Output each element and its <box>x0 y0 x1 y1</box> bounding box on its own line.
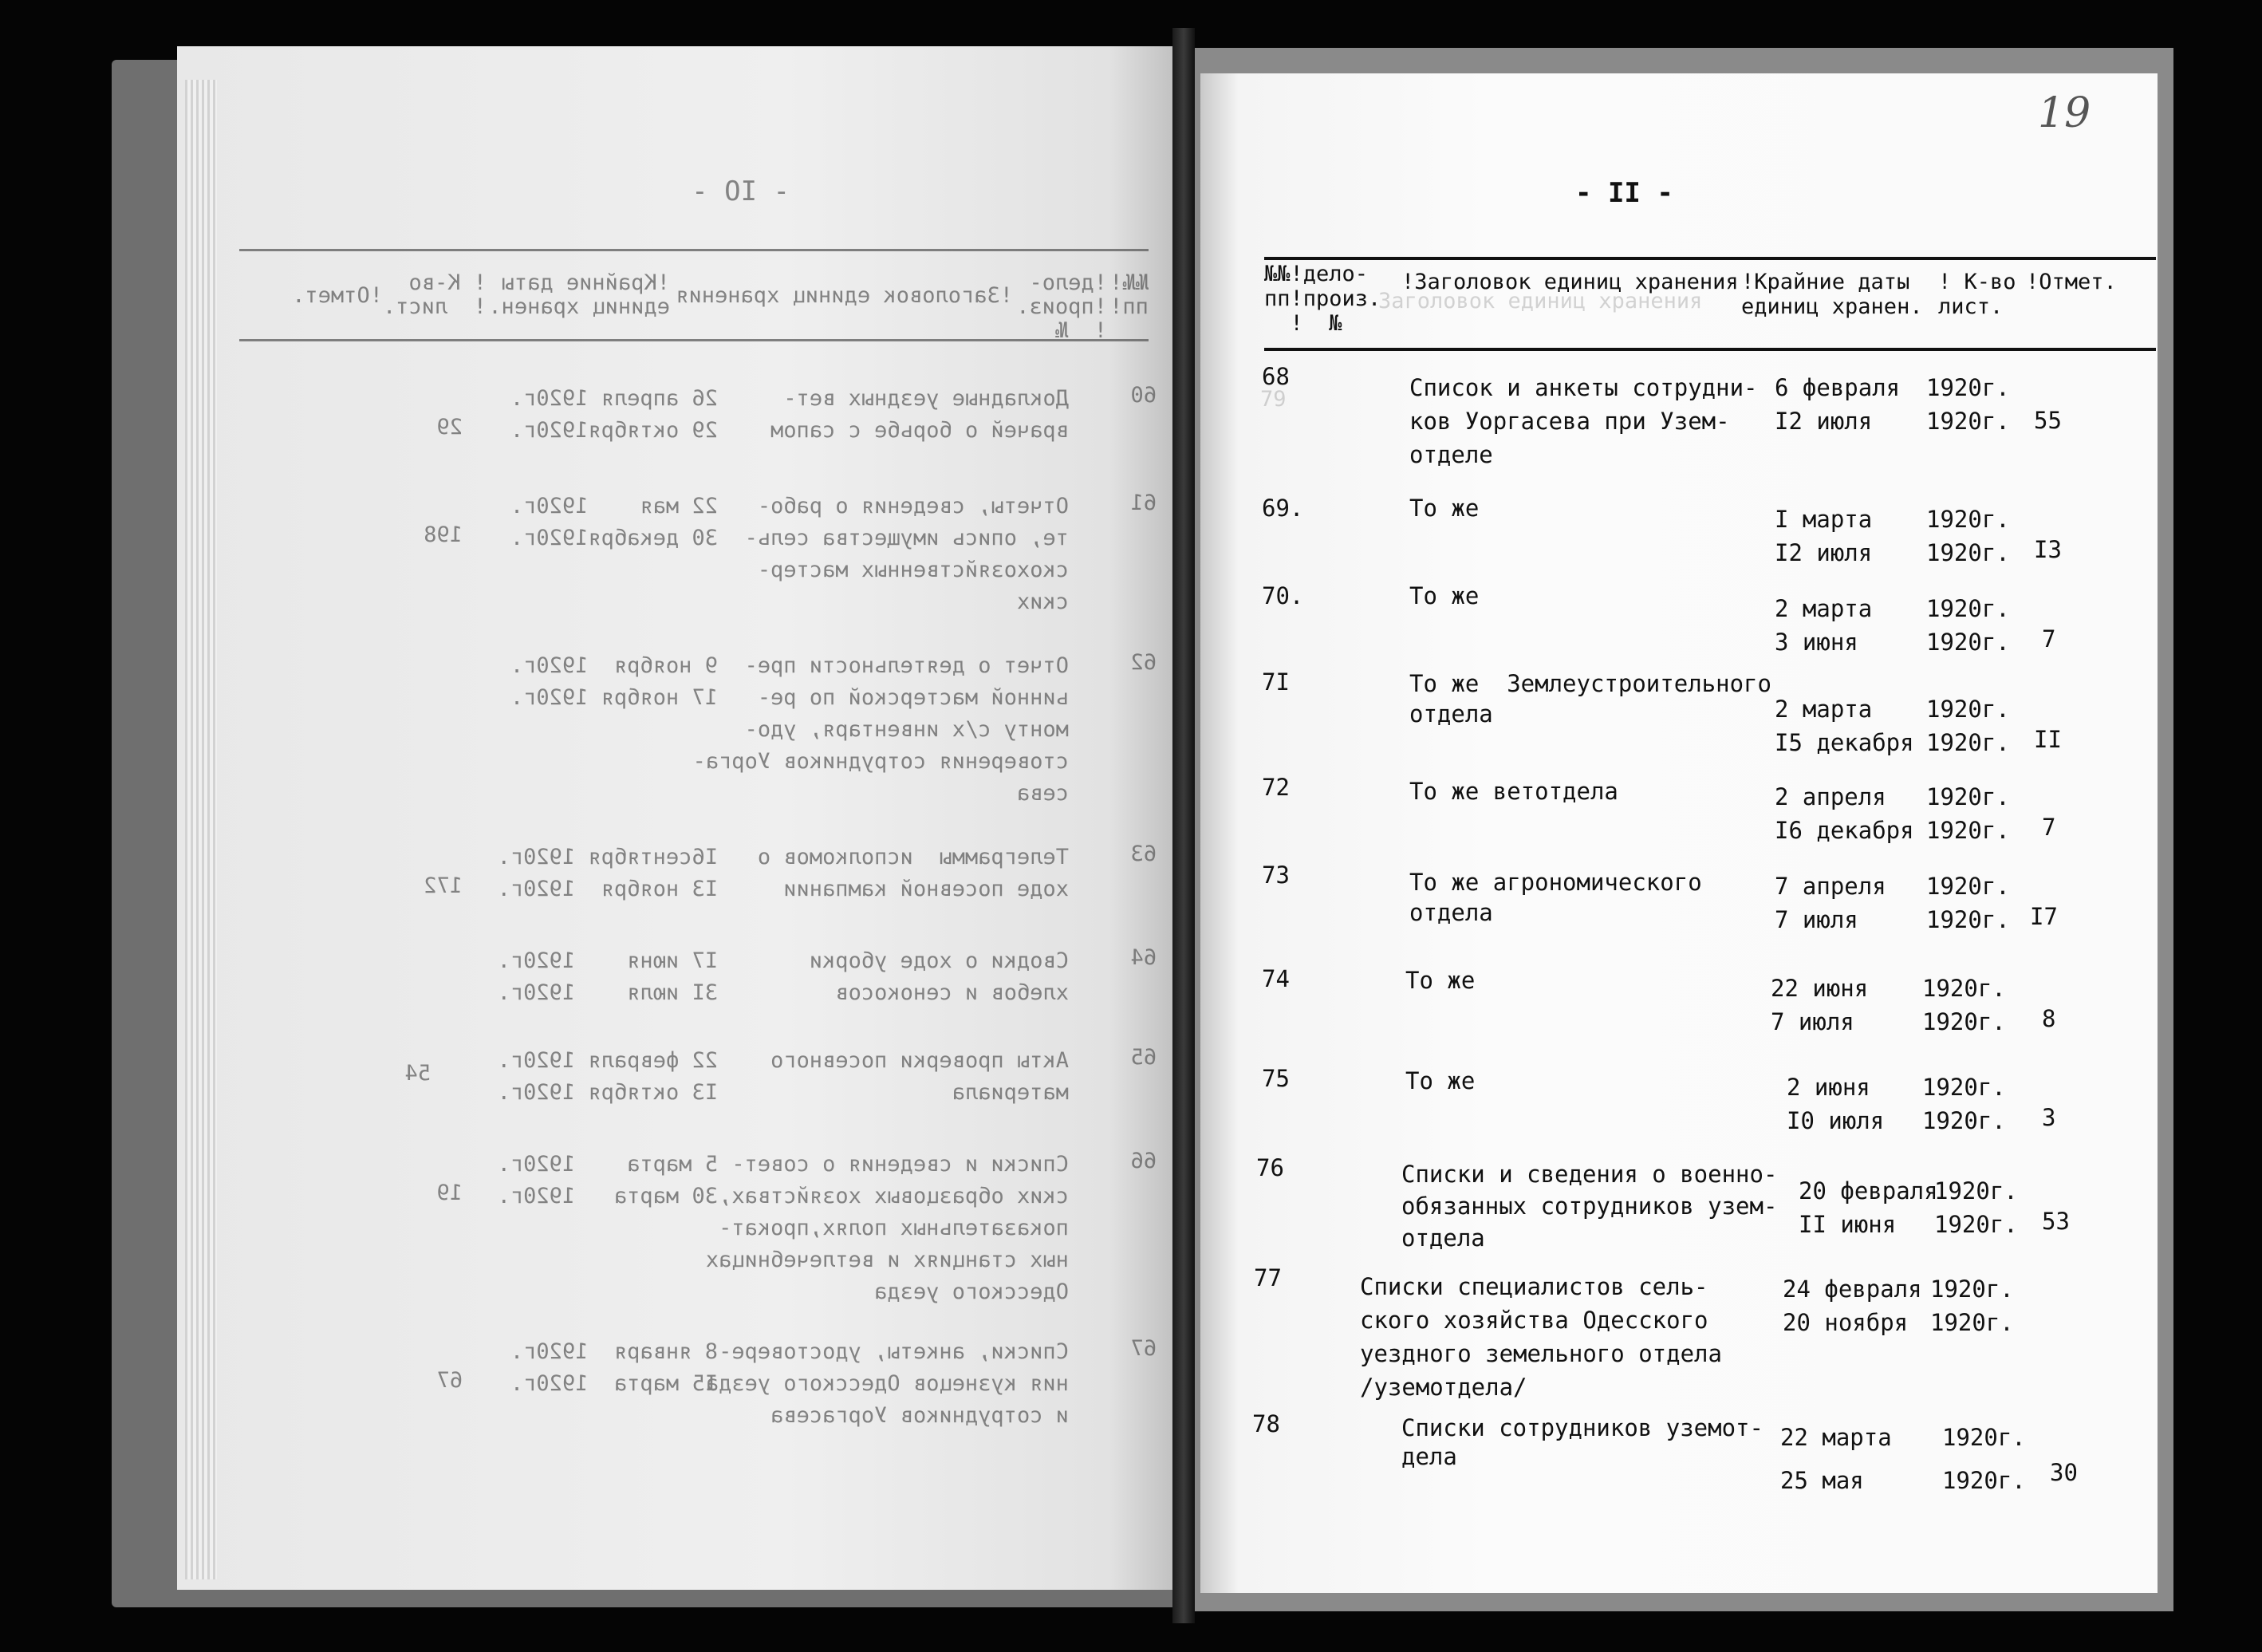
row-dates: 20 февраля II июня <box>1799 1177 1938 1238</box>
row-dates: 2 марта 3 июня <box>1775 595 1873 656</box>
left-row-title: Акты проверки посевного материала <box>770 1048 1069 1105</box>
row-title: То же агрономического отдела <box>1409 869 1702 926</box>
left-row-dates: 8 января 1920г. I5 марта 1920г. <box>510 1339 718 1396</box>
left-row-count: 54 <box>404 1061 431 1086</box>
left-row-dates: 9 ноября 1920г. 17 ноября 1920г. <box>510 653 718 710</box>
header-top-rule <box>1264 257 2156 260</box>
left-header-delo: !дело- !произ. ! № <box>1016 270 1107 343</box>
left-row-number: 66 <box>1130 1149 1157 1173</box>
left-row-count: 67 <box>436 1368 463 1393</box>
bleed-through-text: 79 <box>1260 387 1287 412</box>
row-number: 69. <box>1262 495 1304 522</box>
left-row-number: 60 <box>1130 383 1157 408</box>
row-count: II <box>2034 726 2062 753</box>
row-years: 1920г. 1920г. <box>1926 374 2010 435</box>
row-title: Списки специалистов сель- ского хозяйства Одесского уездного земельного отдела /уземотдела/ <box>1360 1273 1722 1401</box>
left-row-number: 62 <box>1130 650 1157 675</box>
row-dates: 22 июня 7 июля <box>1771 975 1869 1035</box>
header-title-column: !Заголовок единиц хранения <box>1401 270 1739 294</box>
row-number: 74 <box>1262 965 1290 992</box>
row-number: 75 <box>1262 1065 1290 1092</box>
left-page-content <box>223 160 1164 1436</box>
row-years: 1920г. 1920г. <box>1926 783 2010 844</box>
row-number: 68 <box>1262 363 1290 390</box>
left-row-number: 64 <box>1130 945 1157 970</box>
row-title: То же ветотдела <box>1409 778 1618 805</box>
bleed-through-text: Заголовок единиц хранения <box>1378 289 1703 313</box>
row-years: 1920г. 1920г. <box>1926 873 2010 933</box>
right-page-number: - II - <box>1575 177 1673 209</box>
left-row-title: Телеграммы исполкомов о ходе посевной кампании <box>757 845 1069 901</box>
row-title: То же <box>1405 1067 1476 1094</box>
left-row-dates: I7 июня 1920г. 3I июля 1920г. <box>497 948 718 1005</box>
row-number: 70. <box>1262 582 1304 609</box>
row-number: 73 <box>1262 861 1290 889</box>
left-row-dates: 26 апреля 1920г. 29 октября1920г. <box>510 386 718 443</box>
row-dates: 2 апреля I6 декабря <box>1775 783 1914 844</box>
row-count: 30 <box>2050 1459 2078 1486</box>
row-title: Списки и сведения о военно- обязанных сотрудников узем- отдела <box>1401 1161 1778 1252</box>
left-row-title: Списки и сведения о совет- ских образцовых хозяйствах, показательных полях,прокат- ных станциях и ветлечебницах Одесского уезда <box>705 1152 1069 1304</box>
left-row-count: 29 <box>436 415 463 440</box>
row-years: 1920г. 1920г. <box>1934 1177 2018 1238</box>
left-row-title: Сводки о ходе уборки хлебов и сенокосов <box>809 948 1069 1005</box>
row-title: Список и анкеты сотрудни- ков Уоргасева при Узем- отделе <box>1409 374 1758 468</box>
left-header-title: !Заголовок единиц хранения <box>676 283 1013 308</box>
left-row-title: Отчеты, сведения о рабо- те, опись имущества сель- скохозяйственных мастер- ских <box>744 494 1069 614</box>
row-dates: I марта I2 июля <box>1775 506 1873 566</box>
left-row-number: 67 <box>1130 1336 1157 1361</box>
row-dates: 6 февраля I2 июля <box>1775 374 1901 435</box>
row-years: 1920г. 1920г. <box>1922 1074 2006 1134</box>
row-title: Списки сотрудников уземот- дела <box>1401 1414 1763 1470</box>
left-header-notes: !Отмет. <box>292 283 383 308</box>
left-row-number: 61 <box>1130 491 1157 515</box>
row-count: 7 <box>2042 814 2056 841</box>
header-dates-column: !Крайние даты единиц хранен. <box>1741 270 1923 319</box>
row-years: 1920г. 1920г. <box>1926 506 2010 566</box>
row-count: 55 <box>2034 407 2062 434</box>
left-page-number: - IO - <box>692 175 790 207</box>
row-number: 7I <box>1262 668 1290 696</box>
book-spine <box>1172 28 1195 1623</box>
row-years: 1920г. 1920г. <box>1922 975 2006 1035</box>
left-row-dates: I6сентября 1920г. I3 ноября 1920г. <box>497 845 718 901</box>
row-title: То же <box>1409 495 1480 522</box>
header-nn-column: №№!дело- пп!произ. ! № <box>1264 262 1381 336</box>
left-row-count: 198 <box>424 522 463 547</box>
row-title: То же Землеустроительного отдела <box>1409 670 1771 727</box>
row-number: 72 <box>1262 774 1290 801</box>
sheet-number: 19 <box>2038 89 2091 137</box>
row-number: 76 <box>1256 1154 1284 1181</box>
header-bottom-rule <box>1264 348 2156 351</box>
row-dates: 22 марта 25 мая <box>1780 1424 1892 1494</box>
row-count: I7 <box>2030 903 2058 930</box>
row-number: 77 <box>1254 1264 1282 1291</box>
left-row-title: Докладные уездных вет- врачей о борьбе с сапом <box>770 386 1069 443</box>
row-count: 3 <box>2042 1104 2056 1131</box>
left-header-count: ! К-во ! лист. <box>382 270 487 319</box>
row-title: То же <box>1409 582 1480 609</box>
row-dates: 2 марта I5 декабря <box>1775 696 1914 756</box>
left-row-count: 19 <box>436 1181 463 1205</box>
left-header-dates: !Крайние даты единиц хранен. <box>488 270 670 319</box>
left-row-dates: 5 марта 1920г. 30 марта 1920г. <box>497 1152 718 1208</box>
row-count: 8 <box>2042 1005 2056 1032</box>
left-row-dates: 22 февраля 1920г. I3 октября 1920г. <box>497 1048 718 1105</box>
left-header-nn: №№! пп! <box>1109 270 1149 319</box>
page-edges <box>185 80 217 1579</box>
header-notes-column: !Отмет. <box>2026 270 2117 294</box>
row-title: То же <box>1405 967 1476 994</box>
left-row-dates: 22 мая 1920г. 30 декабря1920г. <box>510 494 718 550</box>
left-row-title: Списки, анкеты, удостовере- ния кузнецов Одесского уезда и сотрудников Уоргасева <box>705 1339 1069 1428</box>
row-years: 1920г. 1920г. <box>1930 1275 2014 1336</box>
row-dates: 7 апреля 7 июля <box>1775 873 1886 933</box>
left-row-number: 65 <box>1130 1045 1157 1070</box>
row-years: 1920г. 1920г. <box>1942 1424 2026 1494</box>
row-count: I3 <box>2034 536 2062 563</box>
row-count: 7 <box>2042 625 2056 653</box>
row-years: 1920г. 1920г. <box>1926 595 2010 656</box>
header-count-column: ! К-во лист. <box>1938 270 2016 319</box>
left-row-number: 63 <box>1130 842 1157 866</box>
left-row-title: Отчет о деятельности пре- ьинной мастерской по ре- монту с/х инвентаря, удо- стоверения сотрудников Уорга- сева <box>692 653 1069 806</box>
row-years: 1920г. 1920г. <box>1926 696 2010 756</box>
left-row-count: 172 <box>424 873 463 898</box>
row-dates: 2 июня I0 июля <box>1787 1074 1885 1134</box>
row-count: 53 <box>2042 1208 2070 1235</box>
row-dates: 24 февраля 20 ноября <box>1783 1275 1922 1336</box>
row-number: 78 <box>1252 1410 1280 1437</box>
